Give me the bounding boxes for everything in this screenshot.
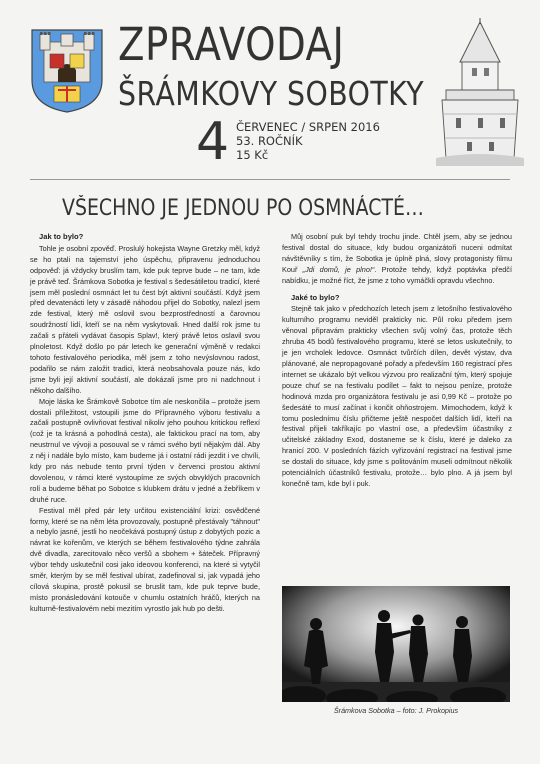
newsletter-title-line1: ZPRAVODAJ: [118, 18, 345, 71]
issue-number: 4: [196, 112, 230, 172]
newsletter-title-line2: ŠRÁMKOVY SOBOTKY: [118, 74, 424, 113]
issue-meta: [236, 120, 380, 162]
photo-caption: Šrámkova Sobotka – foto: J. Prokopius: [333, 706, 459, 715]
section-heading: Jak to bylo?: [39, 232, 84, 241]
paragraph: Festival měl před pár lety určitou existenciální krizi: osvědčené formy, které se na něm léta provozovaly, postupně přestávaly "táhnout" a nebylo jasné, jestli ho neočekává postupný ústup z dobytých pozic a návrat ke kořenům, ve kterých se během festivalového týdne zahrála dvě divadla, zarecitovalo něco veršů a sbohem + šáteček. Přípravný výbor tehdy uskutečnil cosi jako ideovou konferenci, na které si vytyčil směr, kterým by se měl festival ubírat, zadefinoval si, jak vypadá jeho cílová skupina, prostě pokusil se bruslit tam, kde puk teprve bude, místo pronásledování kotouče v chumlu ostatních hráčů, kterých na kulturně-festivalovém nebi mezitím vyrostlo jak hub po dešti.: [30, 505, 260, 613]
issue-date: ČERVENEC / SRPEN 2016: [236, 120, 380, 134]
paragraph: Tohle je osobní zpověď. Proslulý hokejista Wayne Gretzky měl, když se ho ptali na tajemství jeho úspěchu, připravenu jednoduchou odpověď: já vždycky bruslím tam, kde puk teprve bude – ne tam, kde je právě teď. Šrámkova Sobotka je festival s šedesátiletou tradicí, které jsem měl poslední osmnáct let tu čest být aktivní součástí. Když jsem před devatenácti lety v zásadě náhodou přijel do Sobotky, nalezl jsem zde festival, který mě oslovil svou bezprostředností a čarovnou soudržností lidí, kteří se na něm vyskytovali. Hned další rok jsme tu začali s přáteli vydávat časopis Splav!, který právě letos oslavil svou plnoletost. Když došlo po pár letech ke generační výměně v redakci tohoto festivalového periodika, měl jsem z toho nevýslovnou radost, podařilo se nám založit tradici, která neobsahovala pouze nás, kdo jsme byli její aktivní součástí, ale dokázali jsme pro ni nadchnout i někoho dalšího.: [30, 243, 260, 395]
paragraph: [282, 232, 512, 287]
castle-tower-illustration: [432, 18, 528, 166]
paragraph: Stejně tak jako v předchozích letech jsem z letošního festivalového kulturního programu neviděl prakticky nic. Půl roku předem jsem věnoval připravám prakticky všechen svůj volný čas, protože těch zhruba 45 bodů festivalového programu, které se letos uskutečnily, to je jen vrcholek ledovce. Osmnáct tvůrčích dílen, devět výstav, dva plánované, ale nepropagované pořady a především 160 registrací přes internet se ukázalo být velkou výzvou pro realizační tým, který spojuje pouze chuť se na festivalu podílet – fakt to nejsou peníze, protože hodinová mzda pro organizátora festivalu je asi 0,99 Kč – protože po šedesáté to musí začínat i končit ohňostrojem. Mimochodem, když k tomu poslednímu číslu přičteme ještě nespočet dalších lidí, kteří na festival přijeli takříkajíc po vlastní ose, a především účastníky z učitelské základny Exod, dostaneme se k číslu, které je daleko za hranicí 200. V posledních fázích vyřizování registrací na festival jsme se dostali do situace, kdy jsme s politováním museli odmítnout několik potenciálních účastníků festivalu, protože… bylo plno. A já jsem byl konečně tam, kde byl i puk.: [282, 304, 512, 488]
stage-performance-photo: [282, 586, 510, 702]
coat-of-arms-logo: [30, 28, 104, 114]
paragraph: Moje láska ke Šrámkově Sobotce tím ale neskončila – protože jsem dostali příležitost, vstoupili jsme do Přípravného výboru festivalu a začali postupně ovlivňovat festival nikoliv jeho pouhou kritickou reflexí (což je ta krásná a pohodlná cesta), ale faktickou prací na tom, aby neustrnul ve vývoji a posouval se v rámci svého bytí nějakým dál. Aby z něj i nadále bylo místo, kam budeme já i ostatní rádi jezdit i ve chvíli, kdy pro nás nebude tento první týden v červenci prostou aktivní dovolenou, v rámci které vystoupíme ze svých obvyklých pracovních rolí a budeme běhat po Sobotce s klubkem drátu v jedné a žebříkem v druhé ruce.: [30, 396, 260, 504]
paragraph-text: Můj osobní puk byl tehdy trochu jinde. Chtěl jsem, aby se jednou festival dostal do situace, kdy budou organizátoři nuceni odmítat návštěvníky s tím, že Sobotka je úplně plná, slovy protagonisty filmu Kouř: [282, 232, 512, 274]
issue-volume: 53. ROČNÍK: [236, 134, 303, 148]
paragraph-text: . Protože tehdy, když poptávka předčí nabídku, je možné říct, že jsme z toho vymáčkli opravdu všechno.: [282, 264, 512, 285]
film-quote: „Jdi domů, je plno!“: [302, 264, 375, 274]
article-column-right: [282, 232, 512, 490]
section-heading: Jaké to bylo?: [291, 292, 340, 302]
article-headline: VŠECHNO JE JEDNOU PO OSMNÁCTÉ…: [62, 196, 424, 221]
issue-price: 15 Kč: [236, 148, 269, 162]
masthead-divider: [30, 179, 510, 180]
article-column-left: [30, 232, 260, 615]
